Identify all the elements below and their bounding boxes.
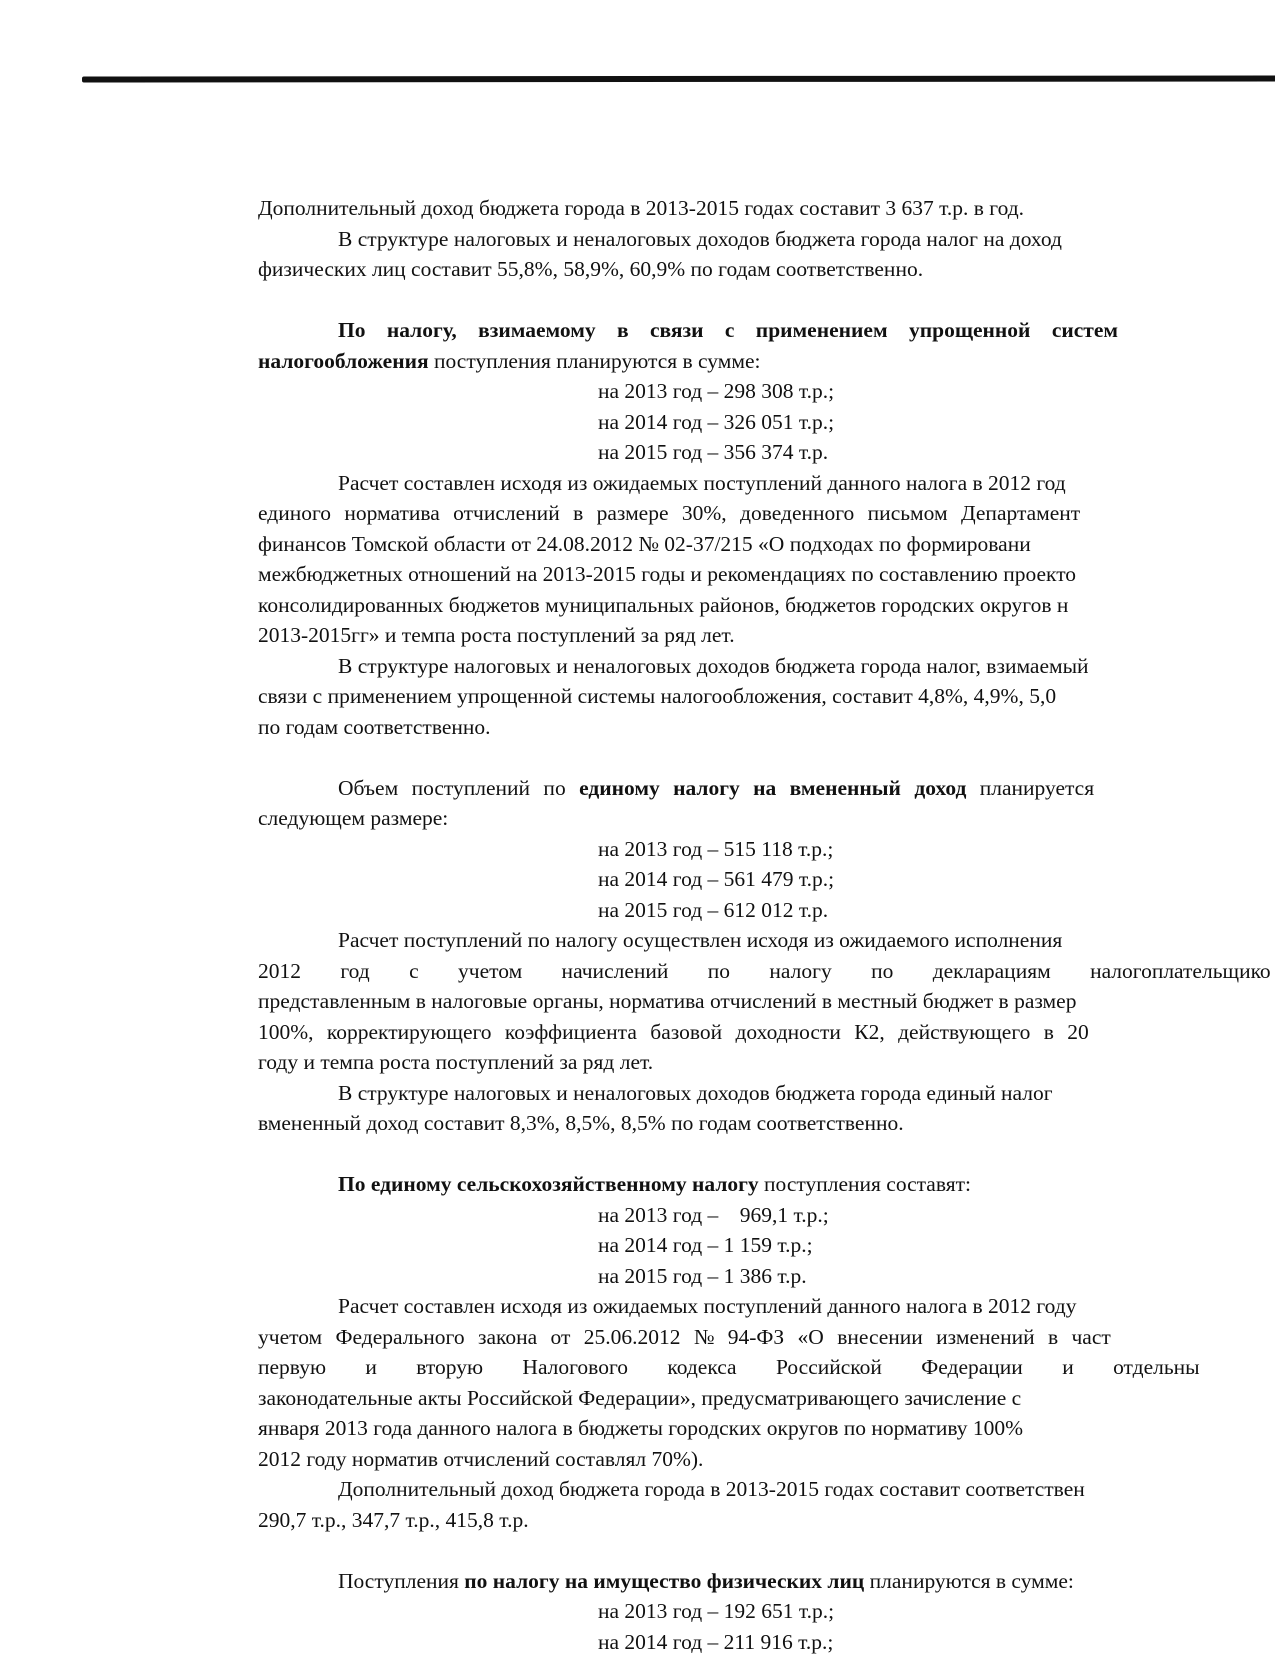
envd-intro-l2: следующем размере:: [258, 803, 1275, 834]
eshn-heading: По единому сельскохозяйственному налогу поступления составят:: [258, 1169, 1275, 1200]
usn-heading-l2: налогообложения поступления планируются в сумме:: [258, 346, 1275, 377]
envd-amount-2014: на 2014 год – 561 479 т.р.;: [258, 864, 1275, 895]
eshn-calc-l2: учетом Федерального закона от 25.06.2012 № 94-ФЗ «О внесении изменений в част: [258, 1322, 1275, 1353]
eshn-extra-income-l2: 290,7 т.р., 347,7 т.р., 415,8 т.р.: [258, 1505, 1275, 1536]
envd-calc-l4: 100%, корректирующего коэффициента базовой доходности К2, действующего в 20: [258, 1017, 1275, 1048]
envd-structure-l1: В структуре налоговых и неналоговых доходов бюджета города единый налог: [258, 1078, 1275, 1109]
eshn-calc-l1: Расчет составлен исходя из ожидаемых поступлений данного налога в 2012 году: [258, 1291, 1275, 1322]
usn-amount-2014: на 2014 год – 326 051 т.р.;: [258, 407, 1275, 438]
usn-calc-l5: консолидированных бюджетов муниципальных районов, бюджетов городских округов н: [258, 590, 1275, 621]
property-tax-intro: Поступления по налогу на имущество физических лиц планируются в сумме:: [258, 1566, 1275, 1597]
usn-calc-l3: финансов Томской области от 24.08.2012 № 02-37/215 «О подходах по формировани: [258, 529, 1275, 560]
document-page: [258, 193, 1275, 1657]
envd-amount-2015: на 2015 год – 612 012 т.р.: [258, 895, 1275, 926]
eshn-extra-income-l1: Дополнительный доход бюджета города в 2013-2015 годах составит соответствен: [258, 1474, 1275, 1505]
envd-calc-l3: представленным в налоговые органы, норматива отчислений в местный бюджет в размер: [258, 986, 1275, 1017]
usn-structure-l2: связи с применением упрощенной системы налогообложения, составит 4,8%, 4,9%, 5,0: [258, 681, 1275, 712]
eshn-amount-2015: на 2015 год – 1 386 т.р.: [258, 1261, 1275, 1292]
usn-heading-l1: По налогу, взимаемому в связи с применением упрощенной систем: [258, 315, 1275, 346]
envd-intro-l1: Объем поступлений по единому налогу на вмененный доход планируется: [258, 773, 1275, 804]
eshn-calc-l4: законодательные акты Российской Федерации», предусматривающего зачисление с: [258, 1383, 1275, 1414]
envd-calc-l2: 2012 год с учетом начислений по налогу по декларациям налогоплательщико: [258, 956, 1275, 987]
paragraph-ndfl-structure-l2: физических лиц составит 55,8%, 58,9%, 60,9% по годам соответственно.: [258, 254, 1275, 285]
paragraph-additional-income: Дополнительный доход бюджета города в 2013-2015 годах составит 3 637 т.р. в год.: [258, 193, 1275, 224]
eshn-amount-2014: на 2014 год – 1 159 т.р.;: [258, 1230, 1275, 1261]
usn-amount-2013: на 2013 год – 298 308 т.р.;: [258, 376, 1275, 407]
usn-calc-l2: единого норматива отчислений в размере 30%, доведенного письмом Департамент: [258, 498, 1275, 529]
usn-calc-l6: 2013-2015гг» и темпа роста поступлений за ряд лет.: [258, 620, 1275, 651]
usn-calc-l1: Расчет составлен исходя из ожидаемых поступлений данного налога в 2012 год: [258, 468, 1275, 499]
usn-amount-2015: на 2015 год – 356 374 т.р.: [258, 437, 1275, 468]
usn-structure-l1: В структуре налоговых и неналоговых доходов бюджета города налог, взимаемый: [258, 651, 1275, 682]
paragraph-ndfl-structure-l1: В структуре налоговых и неналоговых доходов бюджета города налог на доход: [258, 224, 1275, 255]
eshn-calc-l3: первую и вторую Налогового кодекса Российской Федерации и отдельны: [258, 1352, 1275, 1383]
envd-calc-l5: году и темпа роста поступлений за ряд лет.: [258, 1047, 1275, 1078]
usn-calc-l4: межбюджетных отношений на 2013-2015 годы и рекомендациях по составлению проекто: [258, 559, 1275, 590]
usn-structure-l3: по годам соответственно.: [258, 712, 1275, 743]
scan-edge-line: [82, 75, 1275, 82]
envd-structure-l2: вмененный доход составит 8,3%, 8,5%, 8,5% по годам соответственно.: [258, 1108, 1275, 1139]
envd-calc-l1: Расчет поступлений по налогу осуществлен исходя из ожидаемого исполнения: [258, 925, 1275, 956]
property-amount-2013: на 2013 год – 192 651 т.р.;: [258, 1596, 1275, 1627]
eshn-amount-2013: на 2013 год – 969,1 т.р.;: [258, 1200, 1275, 1231]
eshn-calc-l5: января 2013 года данного налога в бюджеты городских округов по нормативу 100%: [258, 1413, 1275, 1444]
property-amount-2014: на 2014 год – 211 916 т.р.;: [258, 1627, 1275, 1657]
envd-amount-2013: на 2013 год – 515 118 т.р.;: [258, 834, 1275, 865]
eshn-calc-l6: 2012 году норматив отчислений составлял 70%).: [258, 1444, 1275, 1475]
